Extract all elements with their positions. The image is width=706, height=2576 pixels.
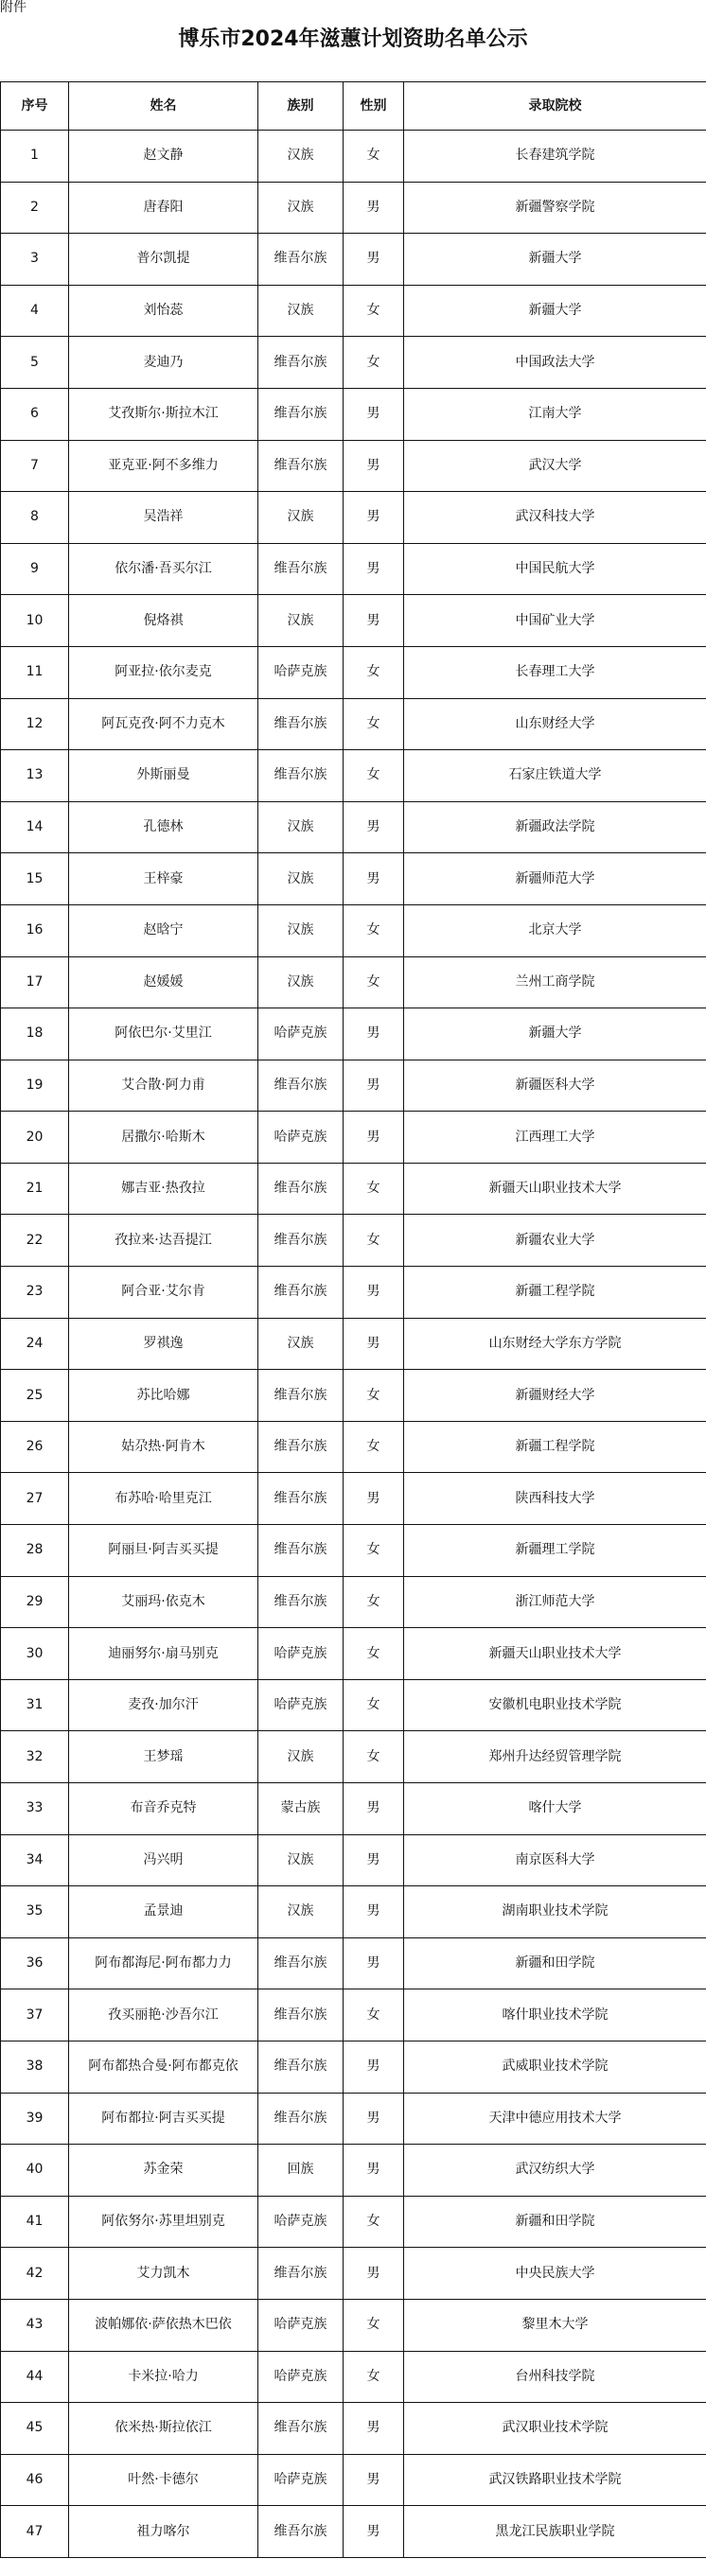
cell-gender: 男 [344, 2041, 404, 2093]
cell-ethnicity: 维吾尔族 [258, 2248, 344, 2300]
cell-ethnicity: 维吾尔族 [258, 1370, 344, 1422]
cell-ethnicity: 汉族 [258, 801, 344, 853]
cell-school: 新疆和田学院 [404, 1937, 706, 1989]
table-row [1, 1008, 706, 1060]
cell-index: 15 [1, 853, 69, 905]
cell-gender: 男 [344, 234, 404, 286]
cell-name: 艾孜斯尔·斯拉木江 [69, 388, 258, 440]
column-header-index: 序号 [1, 82, 69, 131]
cell-gender: 女 [344, 285, 404, 337]
cell-name: 布苏哈·哈里克江 [69, 1473, 258, 1525]
cell-ethnicity: 汉族 [258, 956, 344, 1008]
cell-name: 亚克亚·阿不多维力 [69, 440, 258, 492]
table-row [1, 595, 706, 647]
cell-ethnicity: 维吾尔族 [258, 2403, 344, 2455]
cell-index: 35 [1, 1886, 69, 1938]
table-row [1, 1112, 706, 1164]
cell-name: 阿依巴尔·艾里江 [69, 1008, 258, 1060]
scholarship-table [0, 81, 706, 2558]
cell-ethnicity: 维吾尔族 [258, 1421, 344, 1473]
cell-index: 44 [1, 2351, 69, 2403]
cell-gender: 女 [344, 1421, 404, 1473]
cell-gender: 女 [344, 956, 404, 1008]
table-row [1, 698, 706, 750]
cell-gender: 女 [344, 2196, 404, 2248]
column-header-ethnicity: 族别 [258, 82, 344, 131]
cell-index: 27 [1, 1473, 69, 1525]
cell-school: 新疆大学 [404, 285, 706, 337]
cell-school: 山东财经大学 [404, 698, 706, 750]
cell-index: 2 [1, 182, 69, 234]
cell-name: 吴浩祥 [69, 492, 258, 544]
cell-gender: 男 [344, 2093, 404, 2145]
cell-ethnicity: 哈萨克族 [258, 1679, 344, 1731]
cell-school: 石家庄铁道大学 [404, 750, 706, 802]
cell-ethnicity: 维吾尔族 [258, 337, 344, 389]
cell-index: 5 [1, 337, 69, 389]
table-row [1, 543, 706, 595]
table-row [1, 801, 706, 853]
cell-name: 波帕娜依·萨依热木巴依 [69, 2299, 258, 2351]
cell-name: 依米热·斯拉依江 [69, 2403, 258, 2455]
cell-gender: 女 [344, 1576, 404, 1628]
cell-gender: 男 [344, 388, 404, 440]
cell-index: 32 [1, 1731, 69, 1783]
cell-gender: 女 [344, 1163, 404, 1215]
table-row [1, 2403, 706, 2455]
table-row [1, 492, 706, 544]
cell-gender: 男 [344, 801, 404, 853]
cell-school: 新疆财经大学 [404, 1370, 706, 1422]
table-row [1, 337, 706, 389]
table-row [1, 2299, 706, 2351]
cell-index: 12 [1, 698, 69, 750]
cell-name: 外斯丽曼 [69, 750, 258, 802]
cell-ethnicity: 蒙古族 [258, 1783, 344, 1835]
table-row [1, 1370, 706, 1422]
cell-name: 姑尕热·阿肯木 [69, 1421, 258, 1473]
cell-gender: 男 [344, 182, 404, 234]
cell-school: 武威职业技术学院 [404, 2041, 706, 2093]
cell-ethnicity: 哈萨克族 [258, 2454, 344, 2506]
cell-gender: 男 [344, 1473, 404, 1525]
cell-ethnicity: 哈萨克族 [258, 1008, 344, 1060]
cell-name: 卡米拉·哈力 [69, 2351, 258, 2403]
cell-name: 布音乔克特 [69, 1783, 258, 1835]
cell-ethnicity: 哈萨克族 [258, 1628, 344, 1680]
cell-name: 麦迪乃 [69, 337, 258, 389]
cell-gender: 女 [344, 904, 404, 956]
table-header-row [1, 82, 706, 131]
table-row [1, 1731, 706, 1783]
cell-school: 武汉大学 [404, 440, 706, 492]
cell-school: 新疆农业大学 [404, 1215, 706, 1267]
cell-name: 阿合亚·艾尔肯 [69, 1267, 258, 1319]
cell-index: 4 [1, 285, 69, 337]
cell-name: 赵文静 [69, 131, 258, 183]
cell-index: 34 [1, 1834, 69, 1886]
cell-index: 18 [1, 1008, 69, 1060]
cell-school: 山东财经大学东方学院 [404, 1318, 706, 1370]
cell-index: 39 [1, 2093, 69, 2145]
cell-name: 阿依努尔·苏里坦别克 [69, 2196, 258, 2248]
cell-ethnicity: 汉族 [258, 285, 344, 337]
cell-ethnicity: 维吾尔族 [258, 698, 344, 750]
cell-ethnicity: 维吾尔族 [258, 1525, 344, 1577]
cell-school: 新疆工程学院 [404, 1267, 706, 1319]
cell-gender: 女 [344, 1628, 404, 1680]
table-row [1, 1163, 706, 1215]
cell-index: 47 [1, 2506, 69, 2558]
table-row [1, 853, 706, 905]
attachment-label: 附件 [0, 0, 26, 15]
cell-gender: 女 [344, 1370, 404, 1422]
table-row [1, 956, 706, 1008]
cell-ethnicity: 哈萨克族 [258, 646, 344, 698]
cell-index: 42 [1, 2248, 69, 2300]
cell-school: 新疆医科大学 [404, 1060, 706, 1112]
cell-name: 祖力喀尔 [69, 2506, 258, 2558]
cell-index: 23 [1, 1267, 69, 1319]
cell-ethnicity: 维吾尔族 [258, 2041, 344, 2093]
cell-name: 迪丽努尔·扇马别克 [69, 1628, 258, 1680]
table-row [1, 1834, 706, 1886]
cell-gender: 男 [344, 595, 404, 647]
cell-ethnicity: 汉族 [258, 1731, 344, 1783]
cell-index: 11 [1, 646, 69, 698]
cell-school: 黎里木大学 [404, 2299, 706, 2351]
table-row [1, 1215, 706, 1267]
cell-school: 南京医科大学 [404, 1834, 706, 1886]
cell-index: 8 [1, 492, 69, 544]
table-row [1, 1473, 706, 1525]
cell-gender: 女 [344, 2299, 404, 2351]
cell-ethnicity: 哈萨克族 [258, 1112, 344, 1164]
cell-school: 中国民航大学 [404, 543, 706, 595]
cell-ethnicity: 汉族 [258, 904, 344, 956]
cell-ethnicity: 哈萨克族 [258, 2351, 344, 2403]
cell-school: 中国政法大学 [404, 337, 706, 389]
cell-name: 阿丽旦·阿吉买买提 [69, 1525, 258, 1577]
table-row [1, 1886, 706, 1938]
cell-ethnicity: 哈萨克族 [258, 2196, 344, 2248]
cell-ethnicity: 汉族 [258, 1318, 344, 1370]
table-body [1, 131, 706, 2558]
cell-gender: 男 [344, 1937, 404, 1989]
cell-index: 31 [1, 1679, 69, 1731]
column-header-gender: 性别 [344, 82, 404, 131]
cell-ethnicity: 哈萨克族 [258, 2299, 344, 2351]
cell-index: 41 [1, 2196, 69, 2248]
cell-gender: 男 [344, 2403, 404, 2455]
cell-index: 10 [1, 595, 69, 647]
cell-index: 26 [1, 1421, 69, 1473]
cell-name: 阿亚拉·依尔麦克 [69, 646, 258, 698]
cell-school: 天津中德应用技术大学 [404, 2093, 706, 2145]
table-row [1, 904, 706, 956]
cell-gender: 女 [344, 646, 404, 698]
cell-school: 中国矿业大学 [404, 595, 706, 647]
cell-school: 新疆理工学院 [404, 1525, 706, 1577]
cell-school: 武汉职业技术学院 [404, 2403, 706, 2455]
cell-gender: 男 [344, 1886, 404, 1938]
table-row [1, 1525, 706, 1577]
table-row [1, 1628, 706, 1680]
cell-school: 武汉铁路职业技术学院 [404, 2454, 706, 2506]
cell-gender: 女 [344, 1525, 404, 1577]
cell-school: 北京大学 [404, 904, 706, 956]
cell-school: 新疆师范大学 [404, 853, 706, 905]
cell-ethnicity: 维吾尔族 [258, 1473, 344, 1525]
cell-ethnicity: 维吾尔族 [258, 440, 344, 492]
cell-ethnicity: 维吾尔族 [258, 2093, 344, 2145]
cell-gender: 女 [344, 2351, 404, 2403]
cell-name: 艾力凯木 [69, 2248, 258, 2300]
table-row [1, 2506, 706, 2558]
cell-ethnicity: 维吾尔族 [258, 1937, 344, 1989]
cell-name: 赵晗宁 [69, 904, 258, 956]
cell-name: 艾合散·阿力甫 [69, 1060, 258, 1112]
cell-ethnicity: 维吾尔族 [258, 1576, 344, 1628]
cell-index: 14 [1, 801, 69, 853]
cell-index: 33 [1, 1783, 69, 1835]
cell-school: 江西理工大学 [404, 1112, 706, 1164]
cell-school: 陕西科技大学 [404, 1473, 706, 1525]
cell-ethnicity: 回族 [258, 2145, 344, 2197]
cell-index: 36 [1, 1937, 69, 1989]
cell-school: 武汉科技大学 [404, 492, 706, 544]
cell-school: 新疆警察学院 [404, 182, 706, 234]
table-row [1, 2145, 706, 2197]
table-row [1, 388, 706, 440]
cell-gender: 女 [344, 1989, 404, 2042]
cell-name: 唐春阳 [69, 182, 258, 234]
cell-index: 37 [1, 1989, 69, 2042]
cell-gender: 男 [344, 1267, 404, 1319]
cell-name: 艾丽玛·依克木 [69, 1576, 258, 1628]
cell-ethnicity: 维吾尔族 [258, 1989, 344, 2042]
cell-name: 赵媛媛 [69, 956, 258, 1008]
table-row [1, 1783, 706, 1835]
cell-index: 13 [1, 750, 69, 802]
cell-ethnicity: 维吾尔族 [258, 388, 344, 440]
cell-name: 阿布都热合曼·阿布都克依 [69, 2041, 258, 2093]
cell-index: 6 [1, 388, 69, 440]
cell-gender: 男 [344, 1112, 404, 1164]
cell-name: 苏金荣 [69, 2145, 258, 2197]
page-title: 博乐市2024年滋蕙计划资助名单公示 [178, 27, 528, 51]
cell-gender: 男 [344, 2454, 404, 2506]
cell-ethnicity: 汉族 [258, 1834, 344, 1886]
cell-name: 居撒尔·哈斯木 [69, 1112, 258, 1164]
cell-index: 1 [1, 131, 69, 183]
cell-name: 孟景迪 [69, 1886, 258, 1938]
cell-ethnicity: 汉族 [258, 1886, 344, 1938]
table-row [1, 750, 706, 802]
cell-index: 19 [1, 1060, 69, 1112]
cell-school: 新疆天山职业技术大学 [404, 1163, 706, 1215]
cell-index: 9 [1, 543, 69, 595]
cell-school: 喀什大学 [404, 1783, 706, 1835]
cell-name: 刘怡蕊 [69, 285, 258, 337]
table-row [1, 285, 706, 337]
cell-school: 湖南职业技术学院 [404, 1886, 706, 1938]
cell-gender: 男 [344, 1318, 404, 1370]
cell-index: 29 [1, 1576, 69, 1628]
cell-gender: 男 [344, 1060, 404, 1112]
table-row [1, 1318, 706, 1370]
cell-school: 喀什职业技术学院 [404, 1989, 706, 2042]
cell-school: 新疆工程学院 [404, 1421, 706, 1473]
cell-name: 依尔潘·吾买尔江 [69, 543, 258, 595]
cell-gender: 女 [344, 131, 404, 183]
table-row [1, 2196, 706, 2248]
table-row [1, 1937, 706, 1989]
cell-school: 黑龙江民族职业学院 [404, 2506, 706, 2558]
cell-index: 20 [1, 1112, 69, 1164]
cell-gender: 男 [344, 1008, 404, 1060]
cell-index: 3 [1, 234, 69, 286]
cell-gender: 女 [344, 337, 404, 389]
cell-index: 43 [1, 2299, 69, 2351]
cell-school: 长春建筑学院 [404, 131, 706, 183]
cell-gender: 女 [344, 1731, 404, 1783]
cell-index: 21 [1, 1163, 69, 1215]
cell-index: 28 [1, 1525, 69, 1577]
cell-name: 娜吉亚·热孜拉 [69, 1163, 258, 1215]
table-row [1, 1679, 706, 1731]
cell-gender: 男 [344, 440, 404, 492]
cell-name: 普尔凯提 [69, 234, 258, 286]
table-row [1, 2454, 706, 2506]
cell-school: 郑州升达经贸管理学院 [404, 1731, 706, 1783]
cell-index: 17 [1, 956, 69, 1008]
cell-ethnicity: 汉族 [258, 595, 344, 647]
cell-gender: 男 [344, 2248, 404, 2300]
cell-gender: 女 [344, 750, 404, 802]
cell-index: 25 [1, 1370, 69, 1422]
cell-gender: 女 [344, 698, 404, 750]
cell-ethnicity: 汉族 [258, 853, 344, 905]
table-row [1, 1267, 706, 1319]
cell-ethnicity: 维吾尔族 [258, 543, 344, 595]
cell-school: 新疆天山职业技术大学 [404, 1628, 706, 1680]
table-row [1, 2041, 706, 2093]
cell-ethnicity: 维吾尔族 [258, 234, 344, 286]
cell-index: 40 [1, 2145, 69, 2197]
table-row [1, 440, 706, 492]
cell-name: 王梓豪 [69, 853, 258, 905]
cell-ethnicity: 维吾尔族 [258, 750, 344, 802]
cell-gender: 男 [344, 1783, 404, 1835]
cell-school: 新疆大学 [404, 1008, 706, 1060]
cell-ethnicity: 维吾尔族 [258, 2506, 344, 2558]
cell-school: 长春理工大学 [404, 646, 706, 698]
cell-index: 38 [1, 2041, 69, 2093]
cell-name: 阿瓦克孜·阿不力克木 [69, 698, 258, 750]
cell-name: 孜拉来·达吾提江 [69, 1215, 258, 1267]
cell-ethnicity: 维吾尔族 [258, 1060, 344, 1112]
cell-index: 22 [1, 1215, 69, 1267]
cell-name: 阿布都拉·阿吉买买提 [69, 2093, 258, 2145]
cell-name: 罗祺逸 [69, 1318, 258, 1370]
cell-name: 孔德林 [69, 801, 258, 853]
table-row [1, 1060, 706, 1112]
cell-index: 46 [1, 2454, 69, 2506]
cell-name: 冯兴明 [69, 1834, 258, 1886]
cell-ethnicity: 汉族 [258, 131, 344, 183]
cell-name: 倪烙祺 [69, 595, 258, 647]
table-row [1, 2248, 706, 2300]
cell-school: 新疆政法学院 [404, 801, 706, 853]
table-row [1, 131, 706, 183]
column-header-name: 姓名 [69, 82, 258, 131]
cell-gender: 男 [344, 1834, 404, 1886]
cell-ethnicity: 维吾尔族 [258, 1215, 344, 1267]
cell-school: 新疆大学 [404, 234, 706, 286]
cell-gender: 女 [344, 1215, 404, 1267]
cell-school: 安徽机电职业技术学院 [404, 1679, 706, 1731]
table-row [1, 234, 706, 286]
cell-school: 武汉纺织大学 [404, 2145, 706, 2197]
cell-name: 苏比哈娜 [69, 1370, 258, 1422]
cell-name: 王梦瑶 [69, 1731, 258, 1783]
table-row [1, 1989, 706, 2042]
table-row [1, 182, 706, 234]
cell-gender: 男 [344, 2145, 404, 2197]
cell-school: 兰州工商学院 [404, 956, 706, 1008]
cell-school: 台州科技学院 [404, 2351, 706, 2403]
cell-name: 麦孜·加尔汗 [69, 1679, 258, 1731]
column-header-school: 录取院校 [404, 82, 706, 131]
cell-school: 江南大学 [404, 388, 706, 440]
cell-index: 24 [1, 1318, 69, 1370]
cell-name: 孜买丽艳·沙吾尔江 [69, 1989, 258, 2042]
cell-name: 阿布都海尼·阿布都力力 [69, 1937, 258, 1989]
table-row [1, 2093, 706, 2145]
cell-ethnicity: 汉族 [258, 492, 344, 544]
cell-school: 新疆和田学院 [404, 2196, 706, 2248]
table-row [1, 1421, 706, 1473]
table-row [1, 2351, 706, 2403]
cell-gender: 男 [344, 2506, 404, 2558]
table-row [1, 646, 706, 698]
cell-index: 16 [1, 904, 69, 956]
cell-name: 叶然·卡德尔 [69, 2454, 258, 2506]
table-row [1, 1576, 706, 1628]
cell-index: 45 [1, 2403, 69, 2455]
cell-gender: 男 [344, 543, 404, 595]
cell-ethnicity: 维吾尔族 [258, 1163, 344, 1215]
cell-index: 30 [1, 1628, 69, 1680]
cell-school: 中央民族大学 [404, 2248, 706, 2300]
cell-gender: 男 [344, 492, 404, 544]
cell-ethnicity: 维吾尔族 [258, 1267, 344, 1319]
cell-gender: 男 [344, 853, 404, 905]
cell-index: 7 [1, 440, 69, 492]
cell-school: 浙江师范大学 [404, 1576, 706, 1628]
cell-ethnicity: 汉族 [258, 182, 344, 234]
cell-gender: 女 [344, 1679, 404, 1731]
